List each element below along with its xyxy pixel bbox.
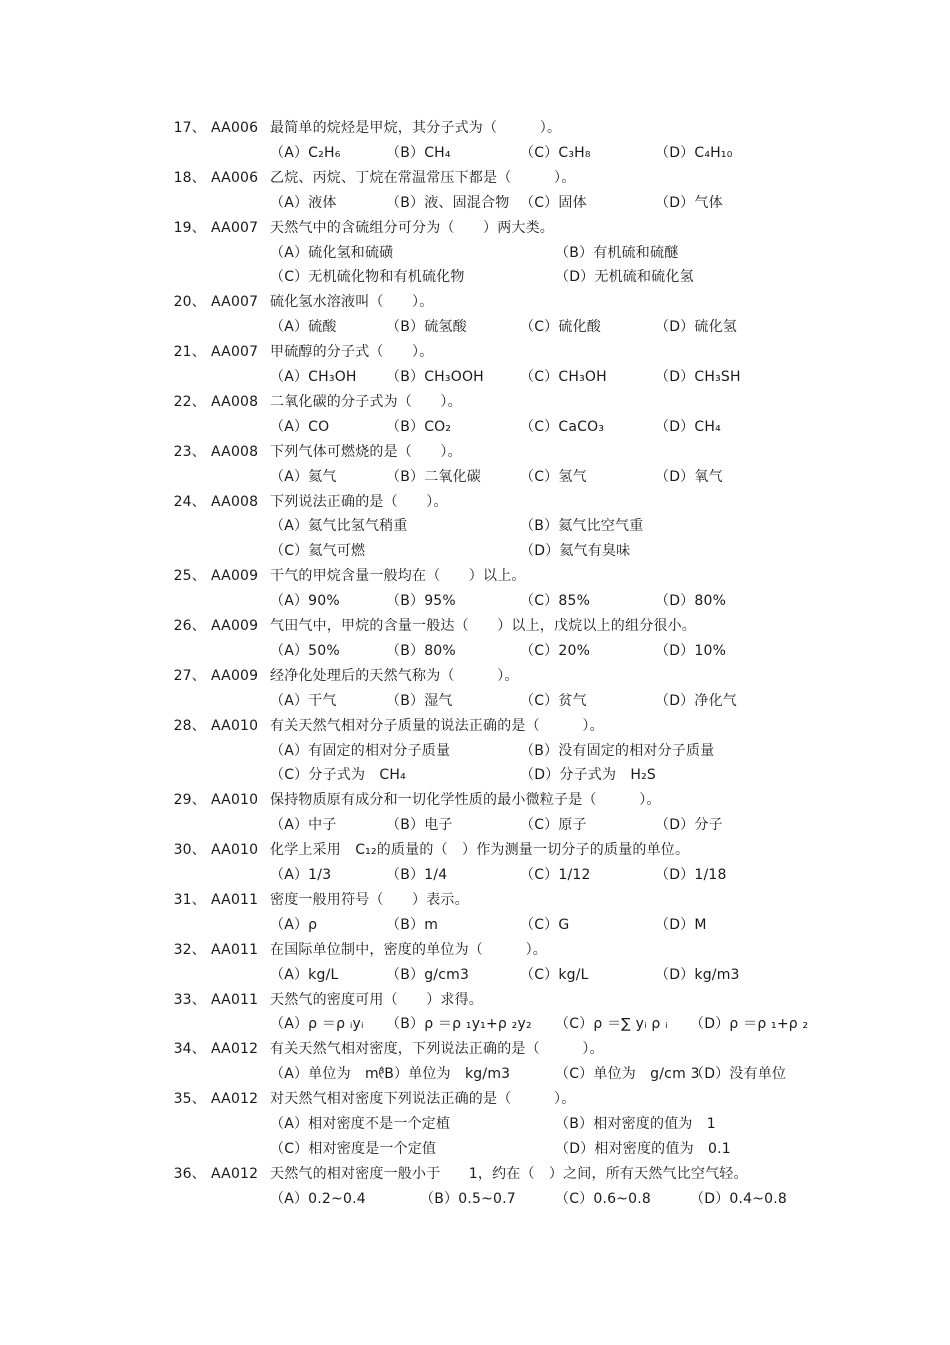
question-code: AA011 bbox=[211, 941, 259, 958]
option-b: （B）有机硫和硫醚 bbox=[555, 244, 679, 261]
option-c: （C）20% bbox=[520, 642, 591, 659]
option-b: （B）电子 bbox=[386, 817, 453, 834]
question-number: 27、 bbox=[173, 667, 206, 684]
question-number: 29、 bbox=[173, 792, 206, 809]
question-code: AA010 bbox=[211, 717, 259, 734]
option-c: （C）硫化酸 bbox=[520, 319, 601, 336]
option-c: （C）原子 bbox=[520, 817, 587, 834]
option-c: （C）kg/L bbox=[520, 966, 589, 983]
question-text: 下列说法正确的是（ ）。 bbox=[270, 493, 448, 510]
question-number: 31、 bbox=[173, 891, 206, 908]
question-code: AA009 bbox=[211, 667, 259, 684]
option-a: （A）氦气 bbox=[270, 468, 337, 485]
option-a: （A）相对密度不是一个定植 bbox=[270, 1116, 451, 1132]
question-code: AA009 bbox=[211, 568, 259, 585]
question-code: AA008 bbox=[211, 443, 259, 460]
question-number: 18、 bbox=[173, 169, 206, 186]
option-d: （D）80% bbox=[655, 593, 727, 610]
question-text: 在国际单位制中，密度的单位为（ ）。 bbox=[270, 941, 547, 958]
option-c: （C）85% bbox=[520, 593, 591, 610]
question-text: 有关天然气相对密度，下列说法正确的是（ ）。 bbox=[270, 1041, 604, 1058]
option-d: （D）净化气 bbox=[655, 692, 737, 709]
option-d: （D）kg/m3 bbox=[655, 966, 740, 983]
option-b: （B）80% bbox=[386, 642, 456, 659]
question-text: 最简单的烷烃是甲烷，其分子式为（ ）。 bbox=[270, 120, 562, 136]
question-code: AA007 bbox=[211, 294, 259, 311]
option-d: （D）0.4~0.8 bbox=[690, 1190, 788, 1207]
option-b: （B）二氧化碳 bbox=[386, 468, 482, 485]
question-text: 二氧化碳的分子式为（ ）。 bbox=[270, 393, 462, 410]
option-b: （B）CH₃OOH bbox=[386, 369, 484, 385]
option-a: （A）CH₃OH bbox=[270, 369, 357, 385]
question-number: 30、 bbox=[173, 842, 206, 859]
question-code: AA010 bbox=[211, 842, 259, 859]
question-number: 17、 bbox=[173, 120, 206, 136]
option-c: （C）CH₃OH bbox=[520, 369, 607, 385]
question-text: 有关天然气相对分子质量的说法正确的是（ ）。 bbox=[270, 717, 604, 734]
question-code: AA012 bbox=[211, 1091, 259, 1108]
question-text: 气田气中，甲烷的含量一般达（ ）以上，戊烷以上的组分很小。 bbox=[270, 618, 696, 634]
option-d: （D）ρ ＝ρ ₁+ρ ₂ bbox=[690, 1016, 809, 1033]
question-number: 21、 bbox=[173, 344, 206, 361]
question-number: 24、 bbox=[173, 493, 206, 510]
question-text: 天然气的相对密度一般小于 1，约在（ ）之间，所有天然气比空气轻。 bbox=[270, 1165, 748, 1182]
question-code: AA006 bbox=[211, 169, 259, 186]
question-number: 35、 bbox=[173, 1091, 206, 1108]
question-code: AA009 bbox=[211, 618, 259, 634]
option-a: （A）kg/L bbox=[270, 966, 339, 983]
question-text: 经净化处理后的天然气称为（ ）。 bbox=[270, 667, 519, 684]
question-code: AA006 bbox=[211, 120, 259, 136]
option-a: （A）硫酸 bbox=[270, 319, 337, 336]
option-d: （D）C₄H₁₀ bbox=[655, 144, 733, 161]
question-number: 26、 bbox=[173, 618, 206, 634]
option-d: （D）M bbox=[655, 916, 707, 933]
question-code: AA007 bbox=[211, 219, 259, 236]
question-text: 天然气的密度可用（ ）求得。 bbox=[270, 991, 483, 1008]
option-d: （D）10% bbox=[655, 642, 727, 659]
option-b: （B）m bbox=[386, 916, 439, 933]
option-a: （A）CO bbox=[270, 418, 330, 435]
option-d: （D）氦气有臭味 bbox=[520, 543, 631, 560]
option-a: （A）C₂H₆ bbox=[270, 144, 341, 161]
option-c: （C）0.6~0.8 bbox=[555, 1190, 652, 1207]
question-text: 天然气中的含硫组分可分为（ ）两大类。 bbox=[270, 219, 554, 236]
option-c: （C）无机硫化物和有机硫化物 bbox=[270, 269, 465, 286]
question-number: 23、 bbox=[173, 443, 206, 460]
option-c: （C）氦气可燃 bbox=[270, 543, 366, 560]
option-a: （A）ρ bbox=[270, 916, 318, 933]
option-d: （D）硫化氢 bbox=[655, 319, 737, 336]
option-d: （D）无机硫和硫化氢 bbox=[555, 269, 694, 286]
option-a: （A）单位为 m³ bbox=[270, 1066, 385, 1083]
option-a: （A）90% bbox=[270, 593, 340, 610]
option-a: （A）有固定的相对分子质量 bbox=[270, 742, 451, 759]
question-code: AA012 bbox=[211, 1165, 259, 1182]
question-code: AA008 bbox=[211, 393, 259, 410]
question-text: 密度一般用符号（ ）表示。 bbox=[270, 891, 469, 908]
question-code: AA007 bbox=[211, 344, 259, 361]
option-b: （B）CH₄ bbox=[386, 144, 451, 161]
option-a: （A）中子 bbox=[270, 817, 337, 834]
question-code: AA011 bbox=[211, 891, 259, 908]
option-a: （A）氦气比氢气稍重 bbox=[270, 518, 408, 535]
option-c: （C）氢气 bbox=[520, 468, 587, 485]
question-number: 28、 bbox=[173, 717, 206, 734]
option-a: （A）ρ ＝ρ ᵢyᵢ bbox=[270, 1016, 364, 1033]
question-number: 33、 bbox=[173, 991, 206, 1008]
question-number: 20、 bbox=[173, 294, 206, 311]
question-number: 36、 bbox=[173, 1165, 206, 1182]
question-text: 乙烷、丙烷、丁烷在常温常压下都是（ ）。 bbox=[270, 169, 576, 186]
option-a: （A）干气 bbox=[270, 692, 337, 709]
option-d: （D）CH₃SH bbox=[655, 369, 741, 385]
option-b: （B）相对密度的值为 1 bbox=[555, 1116, 716, 1132]
question-number: 34、 bbox=[173, 1041, 206, 1058]
option-c: （C）G bbox=[520, 916, 570, 933]
option-c: （C）分子式为 CH₄ bbox=[270, 767, 406, 784]
option-a: （A）0.2~0.4 bbox=[270, 1190, 366, 1207]
question-number: 19、 bbox=[173, 219, 206, 236]
option-d: （D）CH₄ bbox=[655, 418, 721, 435]
question-code: AA008 bbox=[211, 493, 259, 510]
option-b: （B）ρ ＝ρ ₁y₁+ρ ₂y₂ bbox=[386, 1016, 532, 1033]
question-text: 甲硫醇的分子式（ ）。 bbox=[270, 344, 434, 361]
option-d: （D）1/18 bbox=[655, 867, 727, 883]
question-text: 下列气体可燃烧的是（ ）。 bbox=[270, 443, 462, 460]
option-b: （B）氦气比空气重 bbox=[520, 518, 644, 535]
question-code: AA010 bbox=[211, 792, 259, 809]
option-d: （D）氧气 bbox=[655, 468, 723, 485]
option-b: （B）单位为 kg/m3 bbox=[370, 1066, 511, 1083]
option-b: （B）0.5~0.7 bbox=[420, 1190, 516, 1207]
option-a: （A）液体 bbox=[270, 194, 337, 211]
question-number: 22、 bbox=[173, 393, 206, 410]
option-c: （C）单位为 g/cm 3 bbox=[555, 1066, 700, 1083]
option-a: （A）1/3 bbox=[270, 867, 332, 883]
option-b: （B）g/cm3 bbox=[386, 966, 470, 983]
option-b: （B）湿气 bbox=[386, 692, 453, 709]
option-b: （B）95% bbox=[386, 593, 456, 610]
question-text: 干气的甲烷含量一般均在（ ）以上。 bbox=[270, 568, 526, 585]
option-c: （C）C₃H₈ bbox=[520, 144, 591, 161]
option-a: （A）50% bbox=[270, 642, 340, 659]
option-b: （B）硫氢酸 bbox=[386, 319, 467, 336]
option-c: （C）ρ ＝∑ yᵢ ρ ᵢ bbox=[555, 1016, 668, 1033]
option-d: （D）气体 bbox=[655, 194, 723, 211]
question-text: 对天然气相对密度下列说法正确的是（ ）。 bbox=[270, 1091, 576, 1108]
option-c: （C）相对密度是一个定值 bbox=[270, 1140, 437, 1157]
question-code: AA011 bbox=[211, 991, 259, 1008]
question-text: 化学上采用 C₁₂的质量的（ ）作为测量一切分子的质量的单位。 bbox=[270, 842, 690, 859]
option-c: （C）CaCO₃ bbox=[520, 418, 605, 435]
option-b: （B）没有固定的相对分子质量 bbox=[520, 742, 715, 759]
option-d: （D）相对密度的值为 0.1 bbox=[555, 1140, 731, 1157]
question-number: 32、 bbox=[173, 941, 206, 958]
option-c: （C）固体 bbox=[520, 194, 587, 211]
option-b: （B）CO₂ bbox=[386, 418, 452, 435]
option-d: （D）分子 bbox=[655, 817, 723, 834]
question-number: 25、 bbox=[173, 568, 206, 585]
option-d: （D）分子式为 H₂S bbox=[520, 767, 657, 784]
question-text: 硫化氢水溶液叫（ ）。 bbox=[270, 294, 434, 311]
question-text: 保持物质原有成分和一切化学性质的最小微粒子是（ ）。 bbox=[270, 792, 661, 809]
question-code: AA012 bbox=[211, 1041, 259, 1058]
option-c: （C）1/12 bbox=[520, 867, 591, 883]
option-b: （B）液、固混合物 bbox=[386, 194, 510, 211]
option-d: （D）没有单位 bbox=[690, 1066, 787, 1083]
option-a: （A）硫化氢和硫磺 bbox=[270, 244, 394, 261]
option-c: （C）贫气 bbox=[520, 692, 587, 709]
option-b: （B）1/4 bbox=[386, 867, 448, 883]
